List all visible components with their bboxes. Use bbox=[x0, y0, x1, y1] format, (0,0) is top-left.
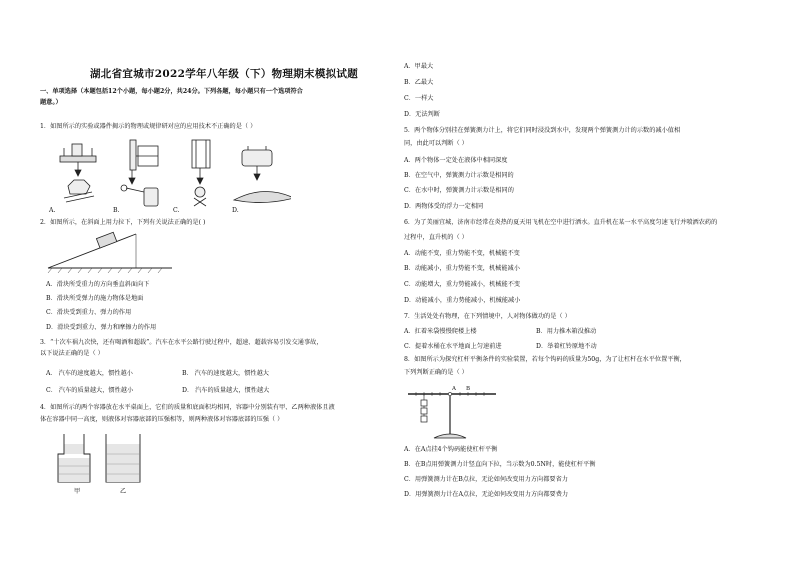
q5-option-d: D．两物体受的浮力一定相同 bbox=[404, 203, 484, 210]
question-6-line1: 6．为了美丽宜城，济南市经常在炎热的夏天用飞机在空中进行洒水。直升机在某一水平高度匀速飞行并喷洒农药的 bbox=[404, 219, 718, 226]
q2-option-c: C．滑块受到重力、弹力的作用 bbox=[46, 309, 132, 316]
q1-option-a: A. bbox=[49, 207, 56, 214]
q1-option-c: C. bbox=[173, 207, 180, 214]
lever-label-a: A bbox=[452, 386, 456, 392]
q1-option-d: D. bbox=[232, 207, 239, 214]
incline-diagram bbox=[46, 228, 176, 274]
q2-option-b: B．滑块所受弹力的施力物体是地面 bbox=[46, 295, 144, 302]
q3-option-b: B． 汽车的速度越大，惯性越大 bbox=[182, 370, 269, 377]
q4-option-d: D．无法判断 bbox=[404, 111, 440, 118]
q3-option-a: A． 汽车的速度越大，惯性越小 bbox=[46, 370, 133, 377]
question-1: 1．如图所示的实验或器件揭示的物理或规律研对应的应用技术不正确的是（ ） bbox=[40, 123, 257, 130]
question-4-line2: 体在容器中同一高度，则液体对容器底部的压强相等，则两种液体对容器底部的压强（ ） bbox=[40, 416, 284, 423]
q8-option-c: C．用弹簧测力计在B点拉，无论如何改变用力方向都要省力 bbox=[404, 476, 568, 483]
question-1-figures bbox=[46, 136, 291, 218]
q6-option-d: D．动能减小，重力势能减小，机械能减小 bbox=[404, 297, 521, 304]
q7-option-a: A．扛着米袋慢慢爬楼上楼 bbox=[404, 328, 477, 335]
q6-option-c: C．动能增大，重力势能减小，机械能不变 bbox=[404, 281, 521, 288]
containers-figure bbox=[56, 432, 146, 486]
section-heading-line2: 题意。） bbox=[40, 99, 62, 106]
incline-figure bbox=[46, 228, 176, 274]
question-6-line2: 过程中，直升机的（ ） bbox=[404, 234, 468, 241]
question-3-line2: 以下说法正确的是（ ） bbox=[40, 350, 104, 357]
q2-option-a: A．滑块所受重力的方向垂直斜面向下 bbox=[46, 281, 150, 288]
page-title: 湖北省宜城市2022学年八年级（下）物理期末模拟试题 bbox=[90, 68, 359, 80]
container-label-yi: 乙 bbox=[120, 488, 127, 495]
q7-option-c: C．提着水桶在水平地面上匀速前进 bbox=[404, 343, 502, 350]
q3-option-c: C． 汽车的质量越大，惯性越小 bbox=[46, 387, 134, 394]
q8-option-a: A．在A点挂4个钩码能使杠杆平衡 bbox=[404, 446, 498, 453]
container-label-jia: 甲 bbox=[74, 488, 81, 495]
q7-option-b: B．用力推木箱没推动 bbox=[536, 328, 597, 335]
q2-option-d: D．滑块受到重力、弹力和摩擦力的作用 bbox=[46, 324, 157, 331]
q6-option-a: A．动能不变，重力势能不变，机械能不变 bbox=[404, 250, 520, 257]
question-1-diagram bbox=[46, 136, 291, 218]
question-3-line1: 3．“十次车祸九次快，还有喝酒和超载”。汽车在水平公路行驶过程中，超速、超载容易引发交通事故， bbox=[40, 339, 323, 346]
q6-option-b: B．动能减小，重力势能不变，机械能减小 bbox=[404, 265, 520, 272]
containers-diagram bbox=[56, 432, 146, 486]
q5-option-c: C．在水中时，弹簧测力计示数是相同的 bbox=[404, 187, 514, 194]
q3-option-d: D． 汽车的质量越大，惯性越大 bbox=[182, 387, 270, 394]
question-2: 2．如图所示，在斜面上用力拉下，下列有关说法正确的是( ) bbox=[40, 219, 206, 226]
q8-option-b: B．在B点用弹簧测力计竖直向下拉，当示数为0.5N时，能使杠杆平衡 bbox=[404, 461, 596, 468]
q4-option-a: A．甲最大 bbox=[404, 63, 434, 70]
q7-option-d: D．举着杠铃原地不动 bbox=[536, 343, 597, 350]
question-7: 7．生活处处有物理，在下列情境中，人对物体做功的是（ ） bbox=[404, 313, 571, 320]
q5-option-b: B．在空气中，弹簧测力计示数是相同的 bbox=[404, 172, 514, 179]
q5-option-a: A．两个物体一定处在液体中相同深度 bbox=[404, 157, 508, 164]
q8-option-d: D．用弹簧测力计在A点拉，无论如何改变用力方向都要费力 bbox=[404, 491, 569, 498]
lever-label-b: B bbox=[466, 386, 471, 392]
question-8-line1: 8．如图所示为探究杠杆平衡条件的实验装置，若每个钩码的质量为50g，为了让杠杆在水平位置平衡， bbox=[404, 356, 686, 363]
question-5-line2: 同，由此可以判断（ ） bbox=[404, 140, 468, 147]
q4-option-b: B．乙最大 bbox=[404, 79, 434, 86]
question-5-line1: 5．两个物体分别挂在弹簧测力计上，将它们同时浸没到水中，发现两个弹簧测力计的示数的减小值相 bbox=[404, 127, 681, 134]
question-8-line2: 下列判断正确的是（ ） bbox=[404, 369, 468, 376]
q1-option-b: B. bbox=[113, 207, 120, 214]
section-heading-line1: 一、单项选择（本题包括12个小题，每小题2分，共24分。下列各题，每小题只有一个选项符合 bbox=[40, 88, 303, 95]
question-4-line1: 4．如图所示的两个容器放在水平桌面上，它们的质量和底面积均相同，容器中分别装有甲、乙两种液体且液 bbox=[40, 404, 335, 411]
q4-option-c: C．一样大 bbox=[404, 95, 434, 102]
